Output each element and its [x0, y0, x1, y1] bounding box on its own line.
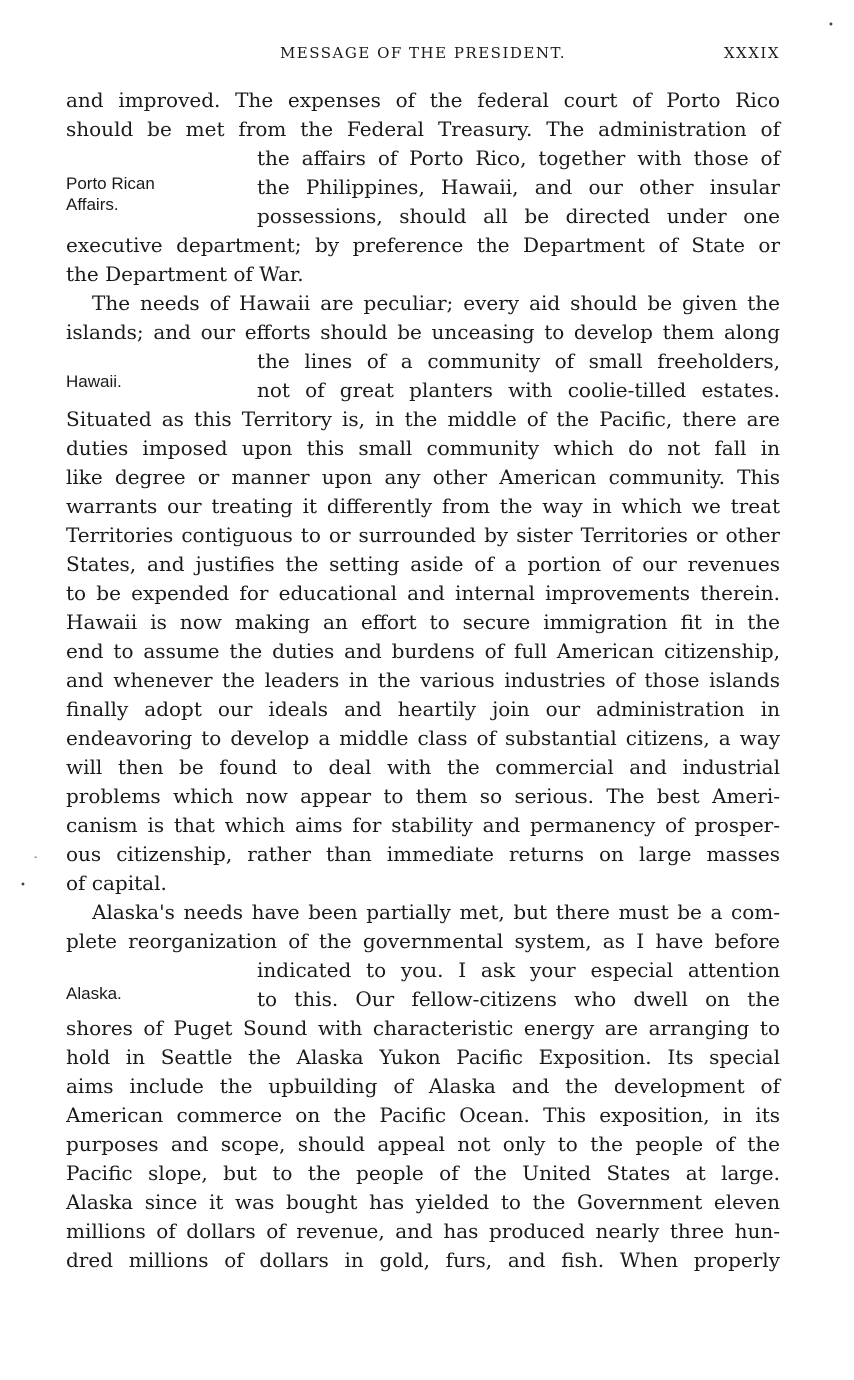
text-line: ous citizenship, rather than immediate returns on large masses: [66, 842, 780, 866]
page-number: XXXIX: [723, 44, 780, 62]
text-line: the affairs of Porto Rico, together with those of: [257, 146, 780, 170]
sidenote-porto-rican-line-1: Porto Rican: [66, 174, 155, 193]
text-line: the lines of a community of small freeholders,: [257, 349, 780, 373]
text-line: problems which now appear to them so serious. The best Ameri-: [66, 784, 780, 808]
text-line: aims include the upbuilding of Alaska and the development of: [66, 1074, 780, 1098]
text-line: warrants our treating it differently from the way in which we treat: [66, 494, 780, 518]
sidenote-hawaii: Hawaii.: [66, 372, 122, 391]
header-title: MESSAGE OF THE PRESIDENT.: [279, 44, 567, 62]
text-line: the Philippines, Hawaii, and our other insular: [257, 175, 780, 199]
text-line: Territories contiguous to or surrounded by sister Territories or other: [66, 523, 780, 547]
text-line: will then be found to deal with the commercial and industrial: [66, 755, 780, 779]
text-line: American commerce on the Pacific Ocean. This exposition, in its: [66, 1103, 780, 1127]
sidenote-porto-rican-line-2: Affairs.: [66, 195, 119, 214]
text-line: like degree or manner upon any other American community. This: [66, 465, 780, 489]
text-line: Pacific slope, but to the people of the United States at large.: [66, 1161, 780, 1185]
sidenote-porto-rican: [66, 173, 236, 215]
text-line: to be expended for educational and internal improvements therein.: [66, 581, 780, 605]
text-line: duties imposed upon this small community which do not fall in: [66, 436, 780, 460]
text-line: Situated as this Territory is, in the middle of the Pacific, there are: [66, 407, 780, 431]
text-line: indicated to you. I ask your especial attention: [257, 958, 780, 982]
print-speck: •: [828, 20, 834, 31]
text-line: endeavoring to develop a middle class of substantial citizens, a way: [66, 726, 780, 750]
text-line: Alaska's needs have been partially met, but there must be a com-: [92, 900, 780, 924]
text-line: Alaska since it was bought has yielded to the Government eleven: [66, 1190, 780, 1214]
text-line: States, and justifies the setting aside of a portion of our revenues: [66, 552, 780, 576]
text-line: the Department of War.: [66, 262, 304, 286]
text-line: executive department; by preference the Department of State or: [66, 233, 780, 257]
text-line: millions of dollars of revenue, and has produced nearly three hun-: [66, 1219, 780, 1243]
text-line: possessions, should all be directed under one: [257, 204, 780, 228]
running-header: [66, 44, 780, 68]
text-line: Hawaii is now making an effort to secure immigration fit in the: [66, 610, 780, 634]
print-speck: -: [34, 852, 38, 863]
text-line: of capital.: [66, 871, 167, 895]
text-line: hold in Seattle the Alaska Yukon Pacific Exposition. Its special: [66, 1045, 780, 1069]
text-line: islands; and our efforts should be unceasing to develop them along: [66, 320, 780, 344]
text-line: should be met from the Federal Treasury. The administration of: [66, 117, 780, 141]
text-line: purposes and scope, should appeal not only to the people of the: [66, 1132, 780, 1156]
text-line: to this. Our fellow-citizens who dwell on the: [257, 987, 780, 1011]
text-line: dred millions of dollars in gold, furs, and fish. When properly: [66, 1248, 780, 1272]
text-line: and improved. The expenses of the federal court of Porto Rico: [66, 88, 780, 112]
text-line: The needs of Hawaii are peculiar; every aid should be given the: [92, 291, 780, 315]
text-line: end to assume the duties and burdens of full American citizenship,: [66, 639, 780, 663]
text-line: not of great planters with coolie-tilled estates.: [257, 378, 780, 402]
text-line: and whenever the leaders in the various industries of those islands: [66, 668, 780, 692]
text-line: plete reorganization of the governmental system, as I have before: [66, 929, 780, 953]
text-line: canism is that which aims for stability and permanency of prosper-: [66, 813, 780, 837]
text-line: shores of Puget Sound with characteristic energy are arranging to: [66, 1016, 780, 1040]
print-speck: •: [20, 880, 26, 891]
sidenote-alaska: Alaska.: [66, 984, 122, 1003]
text-line: finally adopt our ideals and heartily join our administration in: [66, 697, 780, 721]
